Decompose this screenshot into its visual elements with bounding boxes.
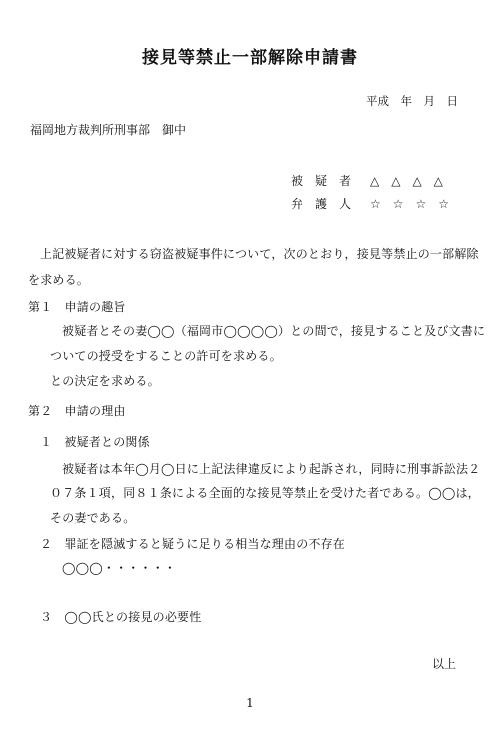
section1-body-line-3: との決定を求める。	[50, 374, 160, 388]
page-number: 1	[246, 696, 254, 710]
section1-heading: 第１ 申請の趣旨	[28, 300, 126, 314]
suspect-name: △ △ △ △	[370, 174, 443, 188]
closing-mark: 以上	[431, 657, 456, 671]
section2-item1-heading: １ 被疑者との関係	[40, 435, 150, 449]
counsel-label: 弁 護 人	[291, 197, 352, 211]
section2-item1-line-3: その妻である。	[50, 511, 136, 525]
section1-body-line-1: 被疑者とその妻◯◯（福岡市◯◯◯◯）との間で，接見すること及び文書に	[62, 324, 486, 338]
intro-line-2: を求める。	[28, 273, 90, 287]
section2-heading: 第２ 申請の理由	[28, 404, 126, 418]
suspect-label: 被 疑 者	[291, 174, 352, 188]
section2-item1-line-1: 被疑者は本年◯月◯日に上記法律違反により起訴され，同時に刑事訴訟法２	[62, 462, 481, 476]
section2-item1-line-2: ０７条１項，同８１条による全面的な接見等禁止を受けた者である。◯◯は，	[50, 486, 480, 500]
addressee: 福岡地方裁判所刑事部 御中	[30, 123, 187, 137]
document-title: 接見等禁止一部解除申請書	[142, 48, 358, 68]
section2-item3-heading: ３ ◯◯氏との接見の必要性	[40, 610, 202, 624]
section2-item2-line-1: ◯◯◯・・・・・・	[62, 561, 177, 575]
section1-body-line-2: ついての授受をすることの許可を求める。	[50, 349, 282, 363]
date-line: 平成 年 月 日	[366, 94, 458, 108]
section2-item2-heading: ２ 罪証を隠滅すると疑うに足りる相当な理由の不存在	[40, 537, 346, 551]
intro-line-1: 上記被疑者に対する窃盗被疑事件について，次のとおり，接見等禁止の一部解除	[40, 247, 479, 261]
counsel-name: ☆ ☆ ☆ ☆	[370, 197, 450, 211]
